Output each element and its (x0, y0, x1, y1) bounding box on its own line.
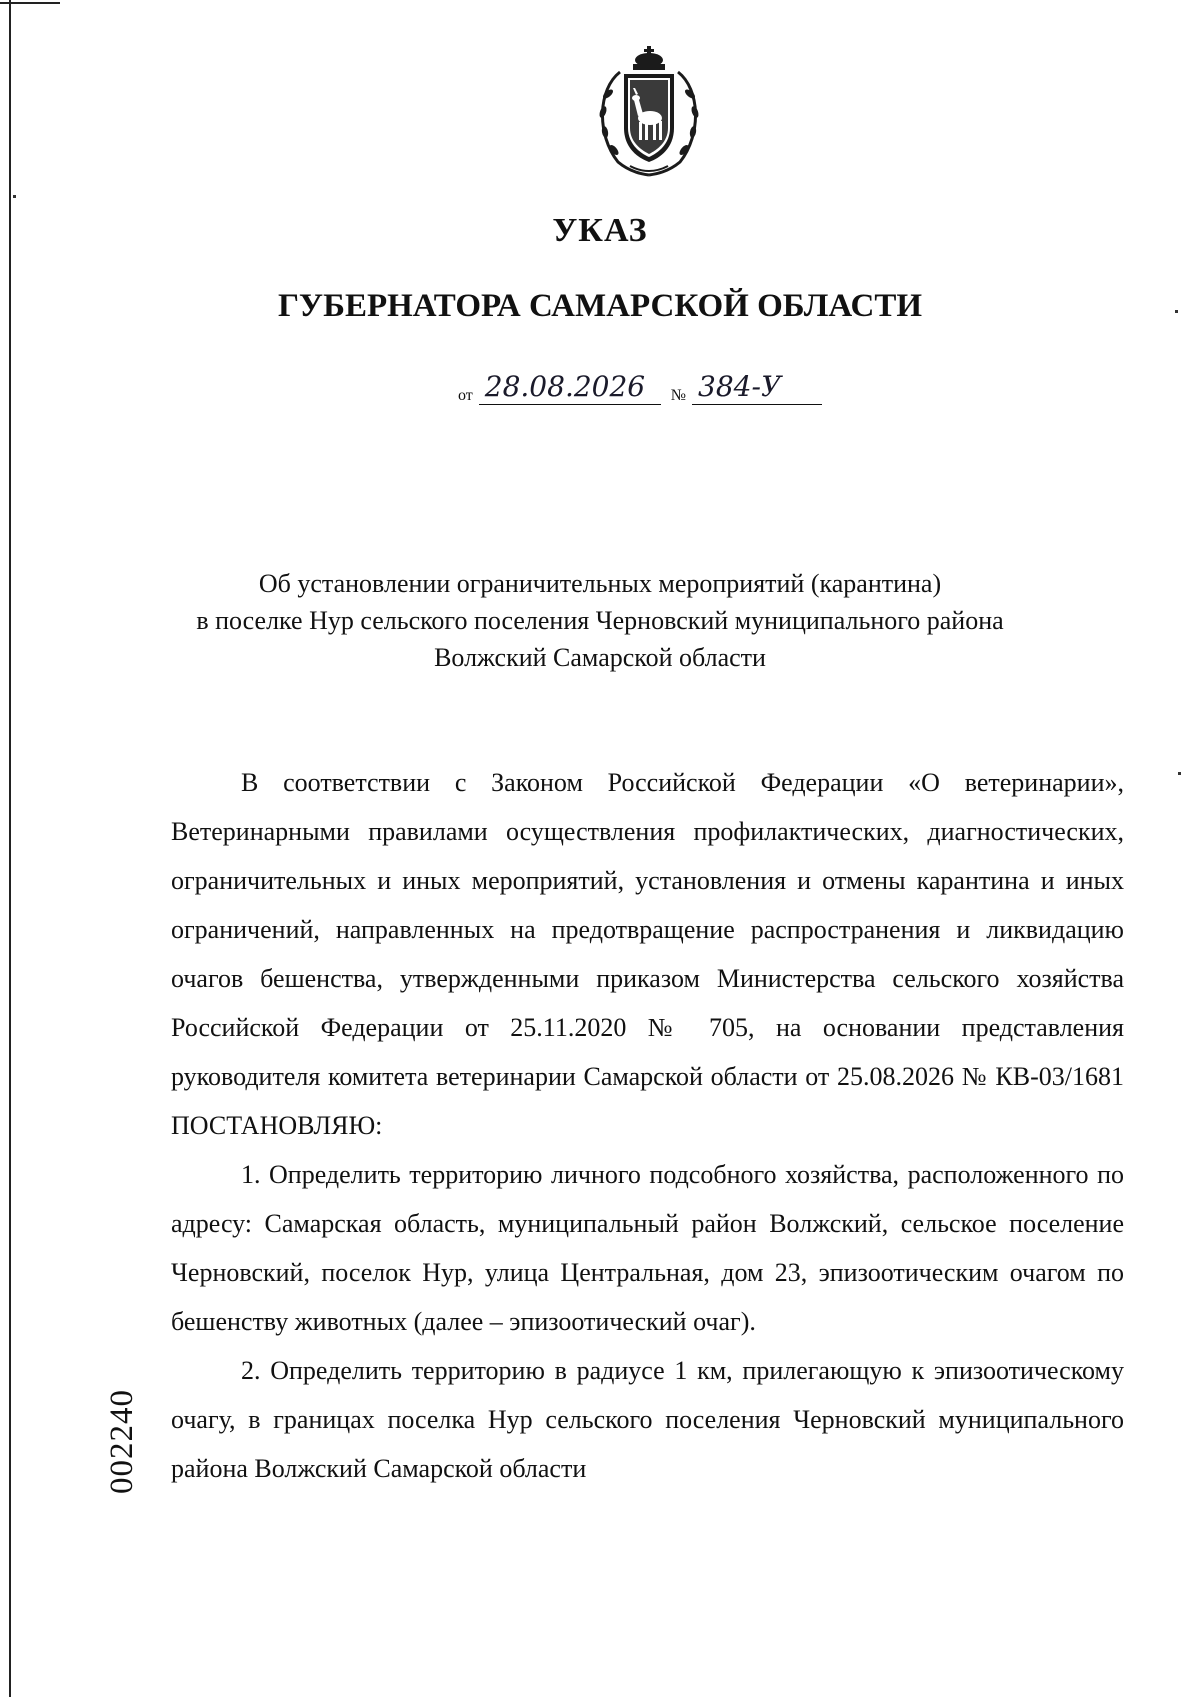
scan-left-border (9, 0, 11, 1697)
document-subject (150, 565, 1050, 676)
side-serial-number: 002240 (104, 1389, 140, 1494)
subject-line: Об установлении ограничительных мероприятий (карантина) (258, 569, 942, 598)
document-title: УКАЗ (552, 212, 648, 249)
handwritten-number: 384-У (692, 370, 822, 405)
scan-speck (1178, 772, 1181, 775)
body-paragraph-item-1: 1. Определить территорию личного подсобного хозяйства, расположенного по адресу: Самарская область, муниципальный район Волжский, сельское поселение Черновский, поселок Нур, улица Центральная, дом 23, эпизоотическим очагом по бешенству животных (далее – эпизоотический очаг). (171, 1160, 1124, 1336)
scan-top-mark (0, 2, 60, 4)
subject-line: в поселке Нур сельского поселения Черновский муниципального района (196, 606, 1004, 635)
number-prefix: № (670, 387, 687, 404)
date-prefix: от (458, 387, 473, 404)
body-paragraph-preamble: В соответствии с Законом Российской Федерации «О ветеринарии», Ветеринарными правилами осуществления профилактических, диагностических, ограничительных и иных мероприятий, установления и отмены карантина и иных ограничений, направленных на предотвращение распространения и ликвидацию очагов бешенства, утвержденными приказом Министерства сельского хозяйства Российской Федерации от 25.11.2020 № 705, на основании представления руководителя комитета ветеринарии Самарской области от 25.08.2026 № КВ-03/1681 ПОСТАНОВЛЯЮ: (171, 768, 1124, 1140)
body-paragraph-item-2: 2. Определить территорию в радиусе 1 км, прилегающую к эпизоотическому очагу, в границах поселка Нур сельского поселения Черновский муниципального района Волжский Самарской области (171, 1356, 1124, 1483)
handwritten-date: 28.08.2026 (479, 370, 661, 405)
document-body (171, 758, 1124, 1493)
scan-speck (13, 195, 16, 198)
coat-of-arms-icon (590, 44, 708, 180)
date-number-line (458, 370, 822, 406)
subject-line: Волжский Самарской области (434, 643, 766, 672)
document-issuer: ГУБЕРНАТОРА САМАРСКОЙ ОБЛАСТИ (277, 288, 923, 324)
